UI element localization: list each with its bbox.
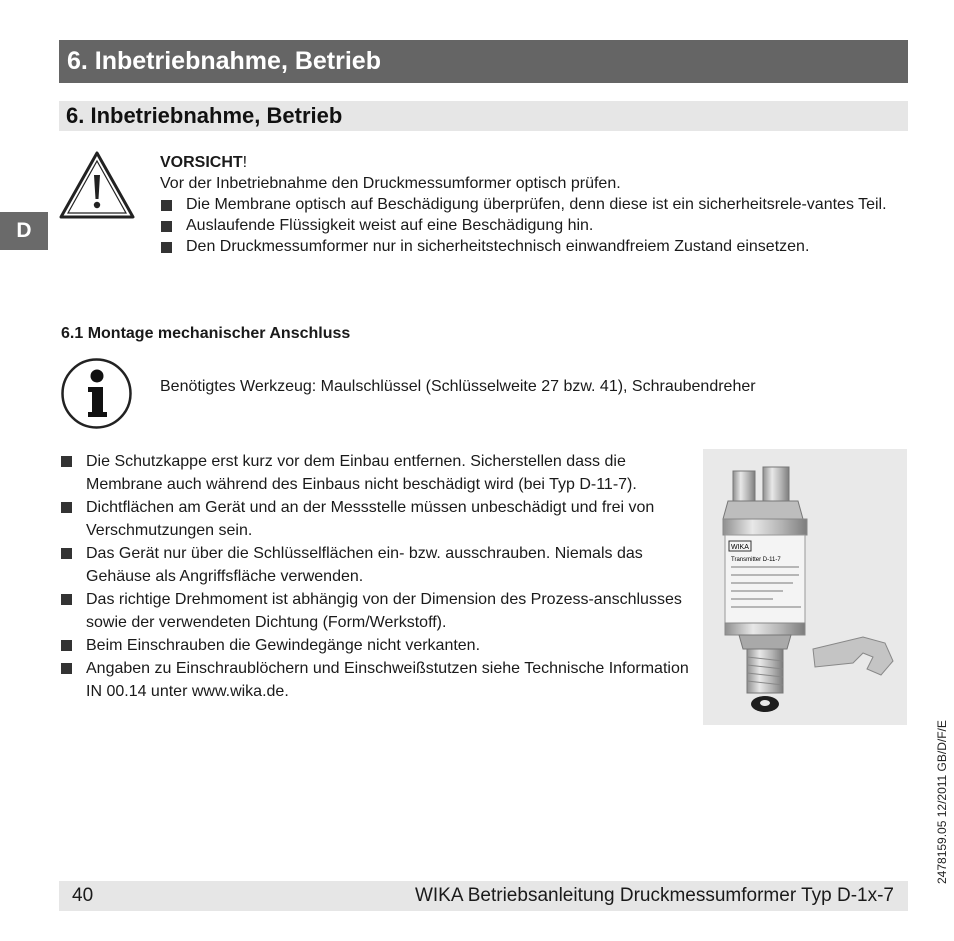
pressure-transmitter-illustration xyxy=(703,449,907,725)
caution-heading xyxy=(160,152,905,173)
page-number: 40 xyxy=(72,885,94,906)
caution-item: Auslaufende Flüssigkeit weist auf eine Beschädigung hin. xyxy=(160,215,905,236)
caution-block xyxy=(160,152,905,257)
step-item: Dichtflächen am Gerät und an der Messstelle müssen unbeschädigt und frei von Verschmutzungen sein. xyxy=(60,496,690,542)
language-tab: D xyxy=(0,212,48,250)
footer xyxy=(59,881,908,911)
caution-item: Den Druckmessumformer nur in sicherheitstechnisch einwandfreiem Zustand einsetzen. xyxy=(160,236,905,257)
step-item: Das richtige Drehmoment ist abhängig von der Dimension des Prozess-anschlusses sowie der verwendeten Dichtung (Form/Werkstoff). xyxy=(60,588,690,634)
step-item: Beim Einschrauben die Gewindegänge nicht verkanten. xyxy=(60,634,690,657)
step-item: Angaben zu Einschraublöchern und Einschweißstutzen siehe Technische Information IN 00.14 unter www.wika.de. xyxy=(60,657,690,703)
subsection-heading: 6.1 Montage mechanischer Anschluss xyxy=(61,325,351,342)
info-icon xyxy=(60,357,133,430)
step-item: Die Schutzkappe erst kurz vor dem Einbau entfernen. Sicherstellen dass die Membrane auch während des Einbaus nicht beschädigt wird (bei Typ D-11-7). xyxy=(60,450,690,496)
steps-list xyxy=(60,450,690,703)
document-code: 2478159.05 12/2011 GB/D/F/E xyxy=(935,720,949,884)
caution-item: Die Membrane optisch auf Beschädigung überprüfen, denn diese ist ein sicherheitsrele-vantes Teil. xyxy=(160,194,905,215)
info-text: Benötigtes Werkzeug: Maulschlüssel (Schlüsselweite 27 bzw. 41), Schraubendreher xyxy=(160,378,756,395)
caution-heading-label: VORSICHT xyxy=(160,154,243,171)
caution-intro: Vor der Inbetriebnahme den Druckmessumformer optisch prüfen. xyxy=(160,175,621,192)
photo-label-brand: WIKA xyxy=(731,544,749,551)
page-title: 6. Inbetriebnahme, Betrieb xyxy=(59,40,908,83)
step-item: Das Gerät nur über die Schlüsselflächen ein- bzw. ausschrauben. Niemals das Gehäuse als Angriffsfläche verwenden. xyxy=(60,542,690,588)
warning-icon xyxy=(59,151,135,219)
caution-heading-mark: ! xyxy=(242,154,248,171)
photo-label-type: Transmitter D-11-7 xyxy=(731,557,781,563)
section-title: 6. Inbetriebnahme, Betrieb xyxy=(59,101,908,131)
document-title: WIKA Betriebsanleitung Druckmessumformer Typ D-1x-7 xyxy=(414,885,894,906)
caution-list xyxy=(160,194,905,257)
product-photo xyxy=(703,449,907,725)
